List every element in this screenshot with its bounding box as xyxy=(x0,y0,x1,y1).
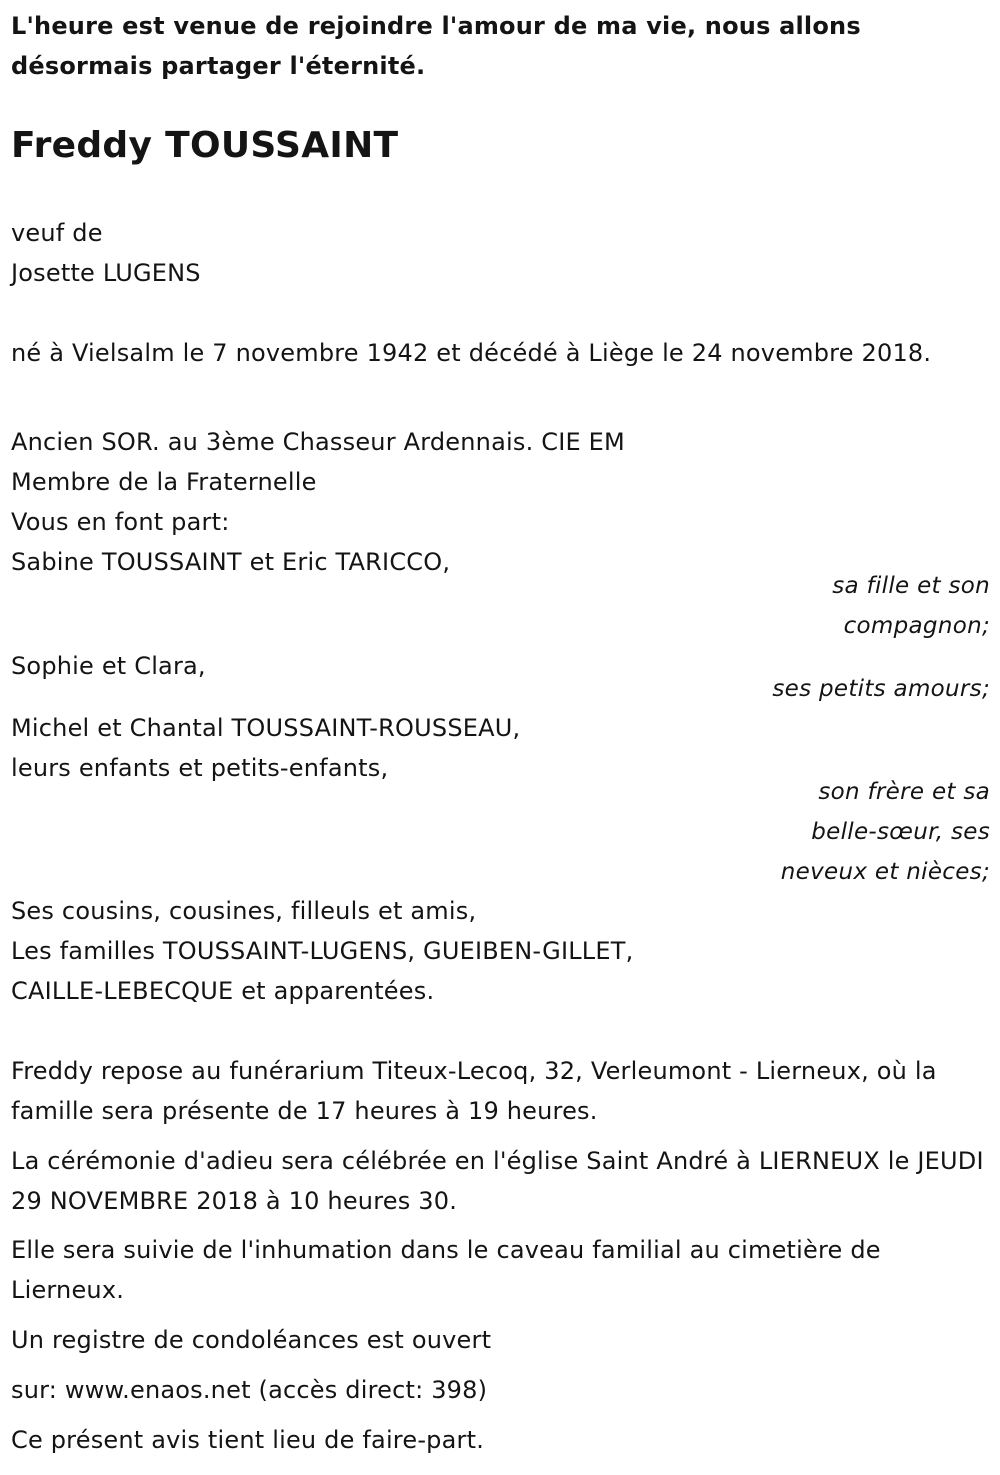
closing-line: Ce présent avis tient lieu de faire-part. xyxy=(11,1426,485,1454)
announce-label: Vous en font part: xyxy=(11,508,230,536)
family-relation: belle-sœur, ses xyxy=(811,819,990,845)
family-relation: ses petits amours; xyxy=(772,676,990,702)
ceremony-info: La cérémonie d'adieu sera célébrée en l'église Saint André à LIERNEUX le JEUDI 29 NOVEMBRE 2018 à 10 heures 30. xyxy=(11,1147,984,1215)
deceased-name: Freddy TOUSSAINT xyxy=(11,125,399,166)
burial-info: Elle sera suivie de l'inhumation dans le caveau familial au cimetière de Lierneux. xyxy=(11,1236,881,1304)
family-relation: compagnon; xyxy=(843,613,990,639)
intro-quote: L'heure est venue de rejoindre l'amour de ma vie, nous allons désormais partager l'éternité. xyxy=(11,12,861,80)
family-names: Sabine TOUSSAINT et Eric TARICCO, xyxy=(11,548,451,576)
family-names: leurs enfants et petits-enfants, xyxy=(11,754,389,782)
family-relation: neveux et nièces; xyxy=(780,859,990,885)
family-relation: son frère et sa xyxy=(818,779,990,805)
register-line: Un registre de condoléances est ouvert xyxy=(11,1326,492,1354)
spouse-name: Josette LUGENS xyxy=(11,259,201,287)
others-line: Les familles TOUSSAINT-LUGENS, GUEIBEN-GILLET, xyxy=(11,937,634,965)
others-line: Ses cousins, cousines, filleuls et amis, xyxy=(11,897,477,925)
family-names: Sophie et Clara, xyxy=(11,652,206,680)
others-line: CAILLE-LEBECQUE et apparentées. xyxy=(11,977,435,1005)
family-names: Michel et Chantal TOUSSAINT-ROUSSEAU, xyxy=(11,714,521,742)
widower-of-label: veuf de xyxy=(11,219,103,247)
birth-death-info: né à Vielsalm le 7 novembre 1942 et décédé à Liège le 24 novembre 2018. xyxy=(11,339,932,367)
rest-info: Freddy repose au funérarium Titeux-Lecoq, 32, Verleumont - Lierneux, où la famille sera présente de 17 heures à 19 heures. xyxy=(11,1057,937,1125)
family-relation: sa fille et son xyxy=(832,573,990,599)
register-line: sur: www.enaos.net (accès direct: 398) xyxy=(11,1376,488,1404)
bio-line: Ancien SOR. au 3ème Chasseur Ardennais. CIE EM xyxy=(11,428,625,456)
bio-line: Membre de la Fraternelle xyxy=(11,468,317,496)
